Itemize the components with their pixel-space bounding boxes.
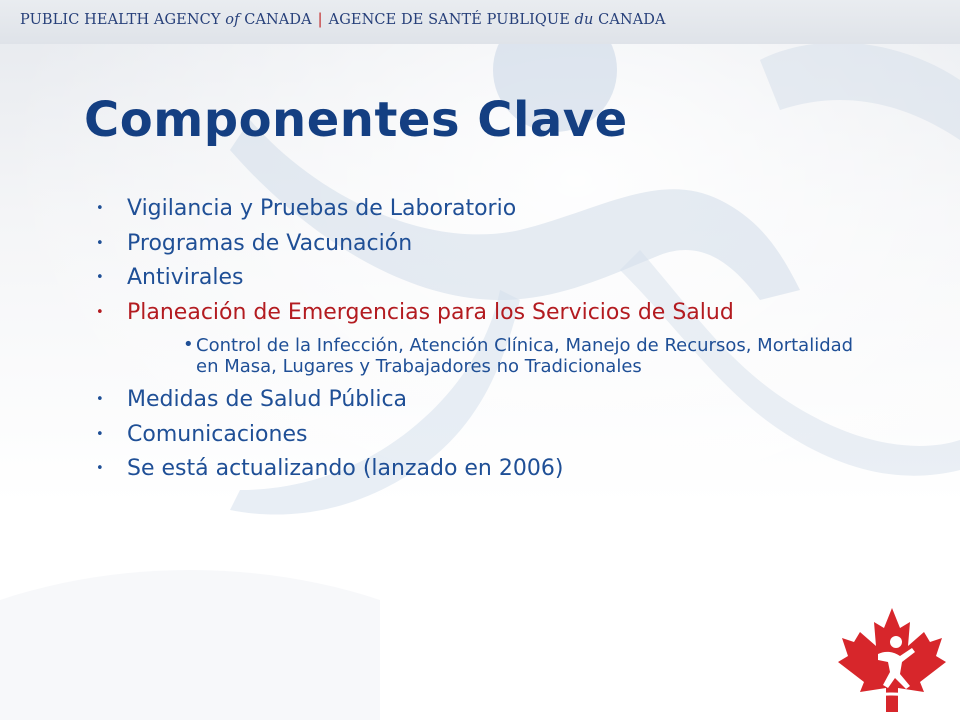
bullet-text: Programas de Vacunación bbox=[127, 230, 413, 256]
bullet-marker: • bbox=[96, 304, 104, 320]
bullet-item bbox=[96, 192, 856, 227]
agency-name bbox=[20, 12, 666, 28]
bullet-item bbox=[96, 452, 856, 487]
bullet-text: Antivirales bbox=[127, 265, 244, 290]
bullet-item bbox=[96, 227, 856, 262]
agency-en-of: of bbox=[225, 12, 240, 28]
bullet-marker: • bbox=[96, 201, 104, 216]
bullet-list bbox=[96, 192, 856, 487]
agency-separator: | bbox=[317, 12, 323, 28]
bullet-item bbox=[96, 418, 856, 453]
maple-leaf-logo-icon bbox=[838, 608, 946, 712]
bullet-text: Comunicaciones bbox=[127, 421, 308, 447]
bullet-marker: • bbox=[96, 426, 104, 442]
sub-bullet-text: Control de la Infección, Atención Clínica, Manejo de Recursos, Mortalidad en Masa, Lugares y Trabajadores no Tradicionales bbox=[196, 335, 854, 377]
bullet-text: Vigilancia y Pruebas de Laboratorio bbox=[127, 196, 517, 221]
sub-bullet-item bbox=[96, 335, 856, 377]
agency-header-bar bbox=[0, 0, 960, 44]
slide-title: Componentes Clave bbox=[84, 92, 628, 148]
agency-fr-part1: AGENCE DE SANTÉ PUBLIQUE bbox=[328, 12, 570, 28]
bullet-marker: • bbox=[96, 270, 104, 285]
sub-bullet-marker: • bbox=[183, 334, 194, 355]
agency-fr-part2: CANADA bbox=[598, 12, 666, 28]
bullet-text: Se está actualizando (lanzado en 2006) bbox=[127, 456, 564, 481]
agency-fr-du: du bbox=[574, 12, 594, 28]
agency-en-part2: CANADA bbox=[244, 12, 312, 28]
bullet-text: Planeación de Emergencias para los Servicios de Salud bbox=[127, 299, 734, 325]
bullet-text: Medidas de Salud Pública bbox=[127, 387, 408, 412]
bullet-marker: • bbox=[96, 392, 104, 407]
agency-en-part1: PUBLIC HEALTH AGENCY bbox=[20, 12, 221, 28]
bullet-marker: • bbox=[96, 461, 104, 476]
bullet-marker: • bbox=[96, 235, 104, 251]
bullet-item bbox=[96, 383, 856, 418]
bullet-item bbox=[96, 261, 856, 296]
bullet-item-highlighted bbox=[96, 296, 856, 331]
